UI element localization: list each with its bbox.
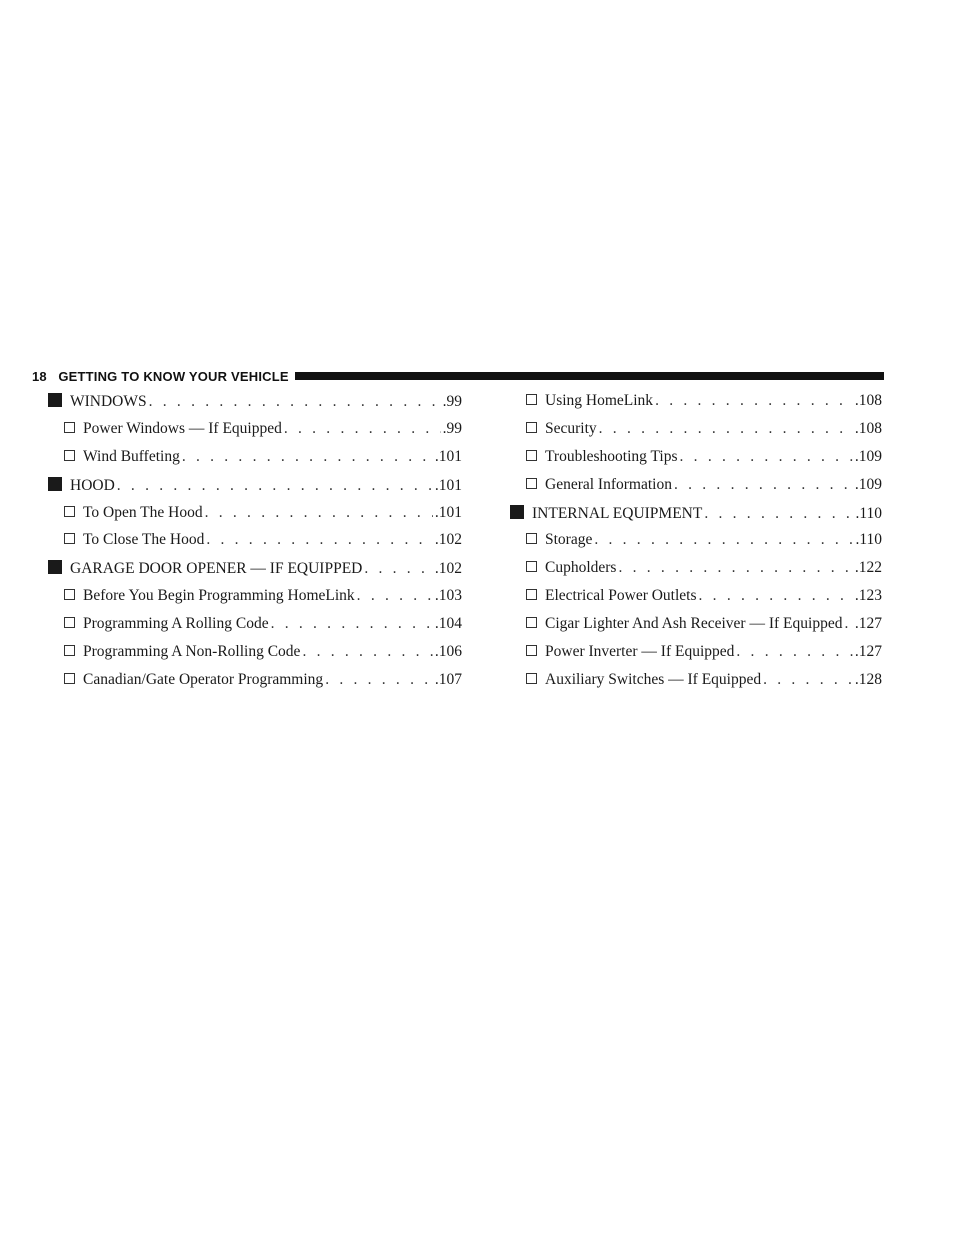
toc-entry-page-number: . 104 [435, 615, 462, 633]
toc-entry-title: GARAGE DOOR OPENER — IF EQUIPPED [70, 560, 363, 578]
toc-subsection-entry[interactable] [510, 476, 882, 504]
toc-entry-title: Wind Buffeting [83, 447, 180, 465]
toc-entry-page-number: . 109 [855, 448, 882, 466]
toc-subsection-entry[interactable] [48, 615, 462, 643]
dot-leader [674, 476, 853, 494]
open-square-bullet-icon [64, 673, 75, 684]
toc-subsection-entry[interactable] [48, 531, 462, 559]
open-square-bullet-icon [64, 617, 75, 628]
toc-subsection-entry[interactable] [510, 643, 882, 671]
running-header [32, 366, 884, 386]
toc-subsection-entry[interactable] [48, 671, 462, 699]
toc-subsection-entry[interactable] [48, 643, 462, 671]
toc-section-entry[interactable] [48, 476, 462, 504]
open-square-bullet-icon [64, 589, 75, 600]
dot-leader [271, 615, 433, 633]
toc-subsection-entry[interactable] [510, 448, 882, 476]
toc-entry-title: Power Windows — If Equipped [83, 419, 282, 437]
dot-leader [680, 448, 853, 466]
toc-entry-page-number: . 128 [855, 671, 882, 689]
open-square-bullet-icon [526, 450, 537, 461]
toc-entry-title: Power Inverter — If Equipped [545, 643, 735, 661]
toc-entry-title: Cupholders [545, 559, 617, 577]
dot-leader [206, 531, 433, 549]
dot-leader [763, 671, 853, 689]
toc-entry-page-number: . 101 [435, 504, 462, 522]
toc-left-column [48, 392, 462, 699]
toc-entry-page-number: . 99 [443, 420, 462, 438]
open-square-bullet-icon [64, 645, 75, 656]
dot-leader [302, 643, 432, 661]
toc-entry-page-number: . 101 [435, 477, 462, 495]
toc-entry-page-number: . 106 [435, 643, 462, 661]
toc-section-entry[interactable] [510, 504, 882, 532]
open-square-bullet-icon [64, 422, 75, 433]
toc-entry-title: WINDOWS [70, 393, 147, 410]
dot-leader [364, 560, 433, 578]
dot-leader [704, 505, 853, 523]
toc-subsection-entry[interactable] [510, 587, 882, 615]
toc-entry-title: Using HomeLink [545, 392, 654, 409]
filled-square-bullet-icon [48, 560, 62, 574]
dot-leader [599, 420, 853, 438]
toc-entry-title: Programming A Non-Rolling Code [83, 643, 301, 661]
toc-subsection-entry[interactable] [48, 504, 462, 532]
toc-subsection-entry[interactable] [510, 671, 882, 699]
toc-entry-title: Troubleshooting Tips [545, 447, 678, 465]
toc-entry-title: General Information [545, 475, 672, 493]
open-square-bullet-icon [64, 450, 75, 461]
toc-entry-title: INTERNAL EQUIPMENT [532, 504, 703, 522]
dot-leader [618, 559, 852, 577]
open-square-bullet-icon [526, 673, 537, 684]
dot-leader [357, 587, 433, 605]
header-rule [295, 372, 884, 380]
toc-right-column [510, 392, 882, 699]
filled-square-bullet-icon [48, 393, 62, 407]
header-section-title: GETTING TO KNOW YOUR VEHICLE [58, 368, 289, 384]
toc-entry-page-number: . 108 [855, 392, 882, 410]
dot-leader [699, 587, 853, 605]
toc-entry-page-number: . 108 [855, 420, 882, 438]
dot-leader [284, 420, 441, 438]
toc-section-entry[interactable] [48, 559, 462, 587]
toc-entry-page-number: . 123 [855, 587, 882, 605]
toc-entry-title: To Close The Hood [83, 531, 205, 549]
toc-entry-page-number: . 109 [855, 476, 882, 494]
toc-entry-title: Auxiliary Switches — If Equipped [545, 670, 762, 688]
dot-leader [594, 531, 853, 549]
dot-leader [655, 392, 853, 410]
open-square-bullet-icon [526, 422, 537, 433]
toc-entry-page-number: . 110 [855, 531, 882, 549]
open-square-bullet-icon [64, 533, 75, 544]
toc-subsection-entry[interactable] [510, 420, 882, 448]
open-square-bullet-icon [526, 394, 537, 405]
toc-subsection-entry[interactable] [48, 587, 462, 615]
toc-entry-page-number: . 127 [855, 615, 882, 633]
toc-subsection-entry[interactable] [48, 420, 462, 448]
toc-entry-page-number: . 103 [435, 587, 462, 605]
dot-leader [205, 504, 433, 522]
toc-entry-title: Before You Begin Programming HomeLink [83, 587, 355, 605]
open-square-bullet-icon [526, 533, 537, 544]
dot-leader [149, 393, 441, 411]
open-square-bullet-icon [526, 478, 537, 489]
toc-entry-title: HOOD [70, 476, 115, 494]
toc-subsection-entry[interactable] [510, 559, 882, 587]
toc-entry-page-number: . 107 [435, 671, 462, 689]
toc-section-entry[interactable] [48, 392, 462, 420]
toc-entry-page-number: . 122 [855, 559, 882, 577]
header-page-number: 18 [32, 368, 47, 384]
open-square-bullet-icon [526, 561, 537, 572]
dot-leader [325, 671, 433, 689]
dot-leader [117, 477, 433, 495]
toc-entry-title: Canadian/Gate Operator Programming [83, 670, 324, 688]
toc-entry-title: Cigar Lighter And Ash Receiver — If Equipped [545, 615, 843, 633]
toc-entry-title: Programming A Rolling Code [83, 615, 269, 633]
toc-subsection-entry[interactable] [48, 448, 462, 476]
toc-entry-title: Security [545, 419, 597, 437]
filled-square-bullet-icon [510, 505, 524, 519]
dot-leader [736, 643, 852, 661]
toc-entry-title: Electrical Power Outlets [545, 587, 697, 605]
toc-subsection-entry[interactable] [510, 615, 882, 643]
toc-entry-title: To Open The Hood [83, 503, 203, 521]
dot-leader [182, 448, 433, 466]
toc-subsection-entry[interactable] [510, 392, 882, 420]
open-square-bullet-icon [526, 589, 537, 600]
toc-entry-page-number: . 99 [443, 393, 462, 411]
toc-entry-page-number: . 102 [435, 531, 462, 549]
dot-leader [844, 615, 852, 633]
open-square-bullet-icon [526, 617, 537, 628]
open-square-bullet-icon [526, 645, 537, 656]
filled-square-bullet-icon [48, 477, 62, 491]
toc-entry-page-number: . 110 [855, 505, 882, 523]
toc-entry-page-number: . 102 [435, 560, 462, 578]
toc-entry-page-number: . 127 [855, 643, 882, 661]
toc-subsection-entry[interactable] [510, 531, 882, 559]
open-square-bullet-icon [64, 506, 75, 517]
toc-entry-page-number: . 101 [435, 448, 462, 466]
toc-entry-title: Storage [545, 531, 593, 549]
